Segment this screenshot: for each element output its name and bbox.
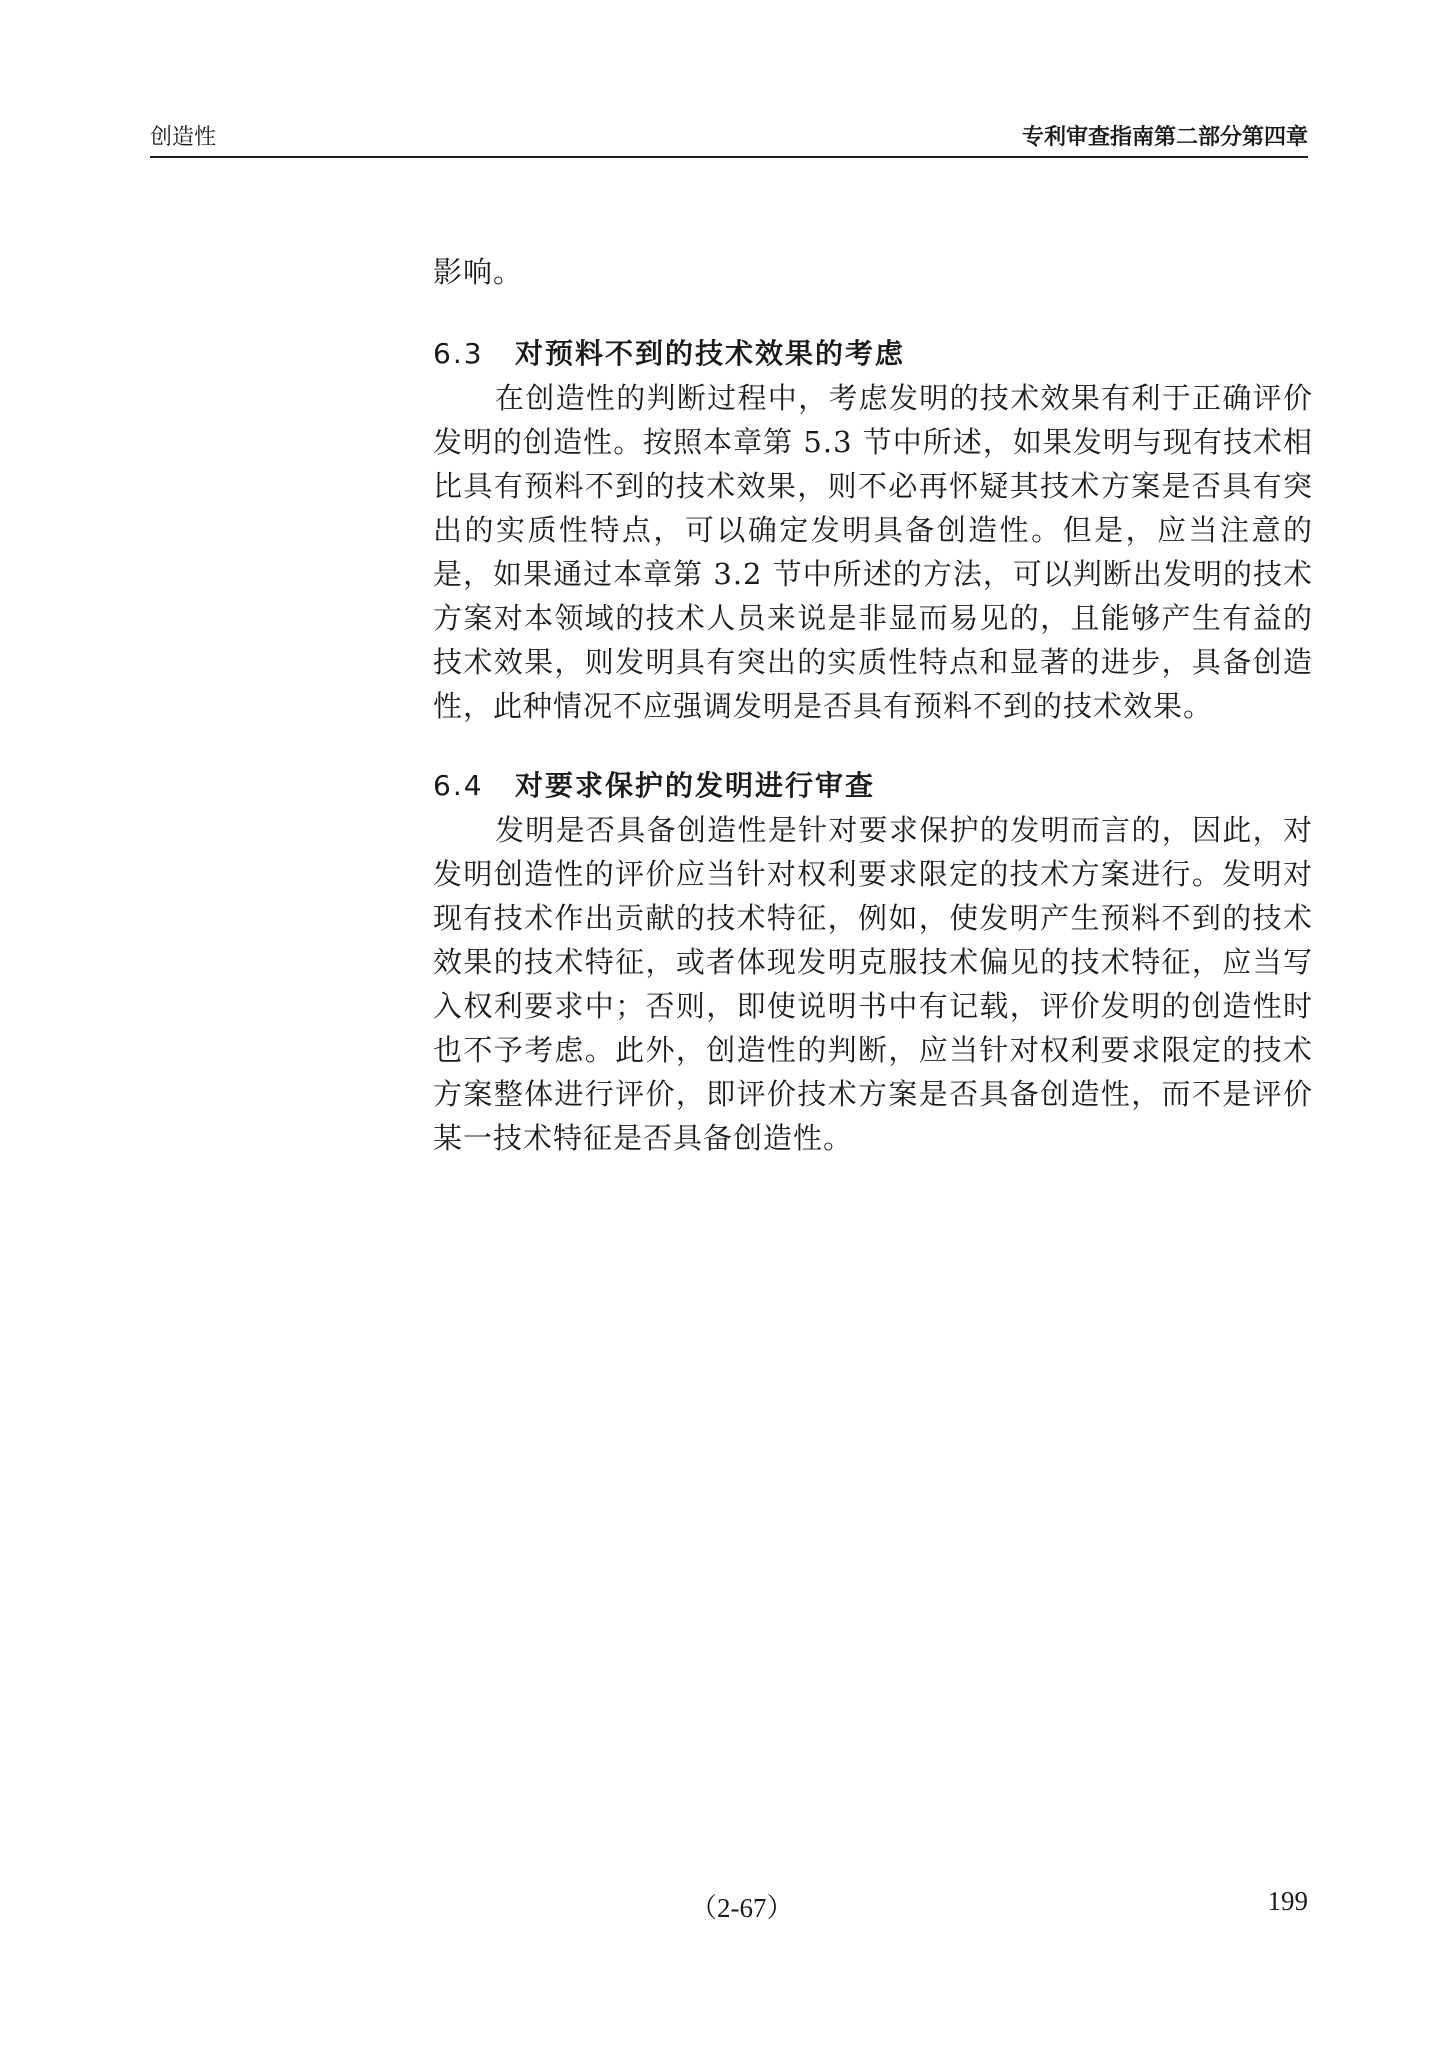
section-heading-6-4 bbox=[433, 764, 1313, 808]
continuation-text: 影响。 bbox=[433, 255, 524, 289]
page-number: 199 bbox=[1267, 1886, 1308, 1916]
section-heading-6-3 bbox=[433, 332, 1313, 376]
section-paragraph-6-4: 发明是否具备创造性是针对要求保护的发明而言的，因此，对发明创造性的评价应当针对权利要求限定的技术方案进行。发明对现有技术作出贡献的技术特征，例如，使发明产生预料不到的技术效果的技术特征，或者体现发明克服技术偏见的技术特征，应当写入权利要求中；否则，即使说明书中有记载，评价发明的创造性时也不予考虑。此外，创造性的判断，应当针对权利要求限定的技术方案整体进行评价，即评价技术方案是否具备创造性，而不是评价某一技术特征是否具备创造性。 bbox=[433, 813, 1313, 1155]
running-header bbox=[150, 116, 1308, 158]
page-body bbox=[433, 250, 1313, 1160]
section-paragraph-6-3: 在创造性的判断过程中，考虑发明的技术效果有利于正确评价发明的创造性。按照本章第 5.3 节中所述，如果发明与现有技术相比具有预料不到的技术效果，则不必再怀疑其技术方案是否具有突出的实质性特点，可以确定发明具备创造性。但是，应当注意的是，如果通过本章第 3.2 节中所述的方法，可以判断出发明的技术方案对本领域的技术人员来说是非显而易见的，且能够产生有益的技术效果，则发明具有突出的实质性特点和显著的进步，具备创造性，此种情况不应强调发明是否具有预料不到的技术效果。 bbox=[433, 381, 1313, 723]
header-chapter-title: 创造性 bbox=[150, 125, 217, 150]
header-book-section: 专利审查指南第二部分第四章 bbox=[1021, 125, 1308, 150]
section-number: 6.4 bbox=[433, 769, 484, 802]
section-title: 对要求保护的发明进行审查 bbox=[515, 769, 876, 802]
footer-section-code: （2-67） bbox=[690, 1893, 794, 1923]
section-number: 6.3 bbox=[433, 337, 484, 370]
section-title: 对预料不到的技术效果的考虑 bbox=[515, 337, 906, 370]
